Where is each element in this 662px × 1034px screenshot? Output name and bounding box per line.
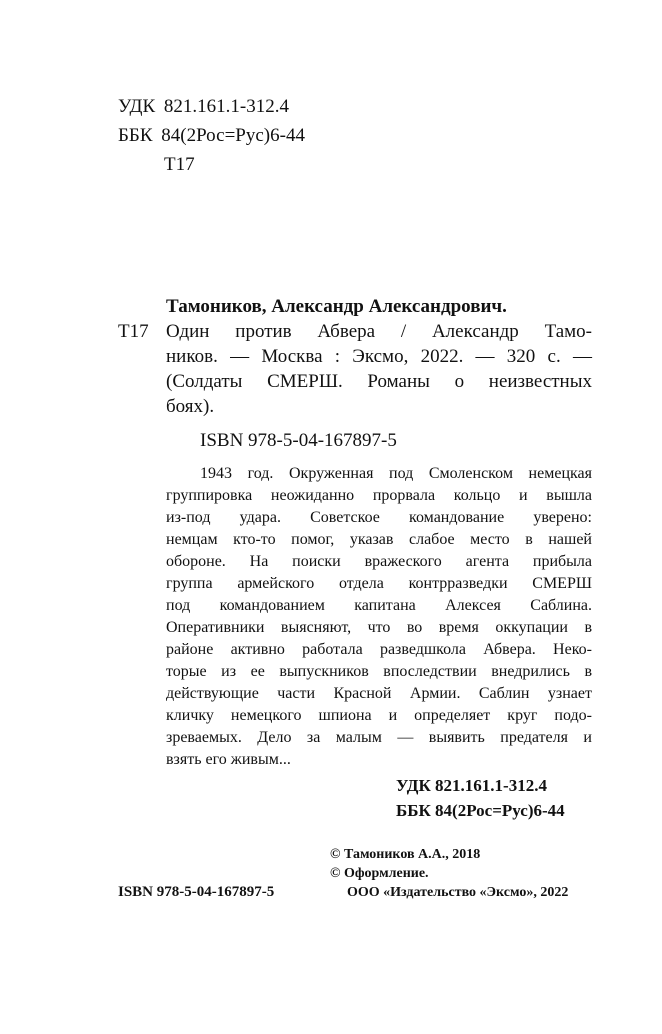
udk-label: УДК [118,96,156,117]
entry-author: Тамоников, Александр Александрович. [166,296,507,317]
entry-description-line: боях). [166,396,215,417]
bottom-udk: УДК 821.161.1-312.4 [396,776,547,795]
annotation-line: группа армейского отдела контрразведки СМЕРШ [166,575,592,592]
copyright-design: © Оформление. [330,866,429,881]
entry-description-line: ников. — Москва : Эксмо, 2022. — 320 с. — [166,346,592,367]
bbk-label: ББК [118,125,153,146]
bbk-value: 84(2Рос=Рус)6-44 [161,125,305,146]
bottom-bbk: ББК 84(2Рос=Рус)6-44 [396,801,565,820]
copyright-publisher: ООО «Издательство «Эксмо», 2022 [347,885,569,900]
annotation-line: немцам кто-то помог, указав слабое место в нашей [166,531,592,548]
entry-margin-mark: Т17 [118,321,149,342]
annotation-line: районе активно работала разведшкола Абвера. Неко- [166,641,592,658]
annotation-line: из-под удара. Советское командование уверено: [166,509,592,526]
entry-description-line: Один против Абвера / Александр Тамо- [166,321,592,342]
copyright-author: © Тамоников А.А., 2018 [330,847,481,862]
annotation-line: под командованием капитана Алексея Саблина. [166,597,592,614]
annotation-line: Оперативники выясняют, что во время оккупации в [166,619,592,636]
bbk-line [118,121,305,150]
annotation-line: кличку немецкого шпиона и определяет круг подо- [166,707,592,724]
entry-isbn: ISBN 978-5-04-167897-5 [200,430,397,451]
annotation-line: обороне. На поиски вражеского агента прибыла [166,553,592,570]
annotation-line: группировка неожиданно прорвала кольцо и вышла [166,487,592,504]
author-mark: Т17 [164,154,195,175]
annotation-line: зреваемых. Дело за малым — выявить предателя и [166,729,592,746]
annotation-line: взять его живым... [166,751,291,768]
udk-value: 821.161.1-312.4 [163,96,289,117]
annotation-line: действующие части Красной Армии. Саблин узнает [166,685,592,702]
annotation-line: торые из ее выпускников впоследствии внедрились в [166,663,592,680]
udk-line [118,92,289,121]
copyright-isbn: ISBN 978-5-04-167897-5 [118,884,275,900]
entry-description-line: (Солдаты СМЕРШ. Романы о неизвестных [166,371,592,392]
annotation-line: 1943 год. Окруженная под Смоленском немецкая [200,465,592,482]
